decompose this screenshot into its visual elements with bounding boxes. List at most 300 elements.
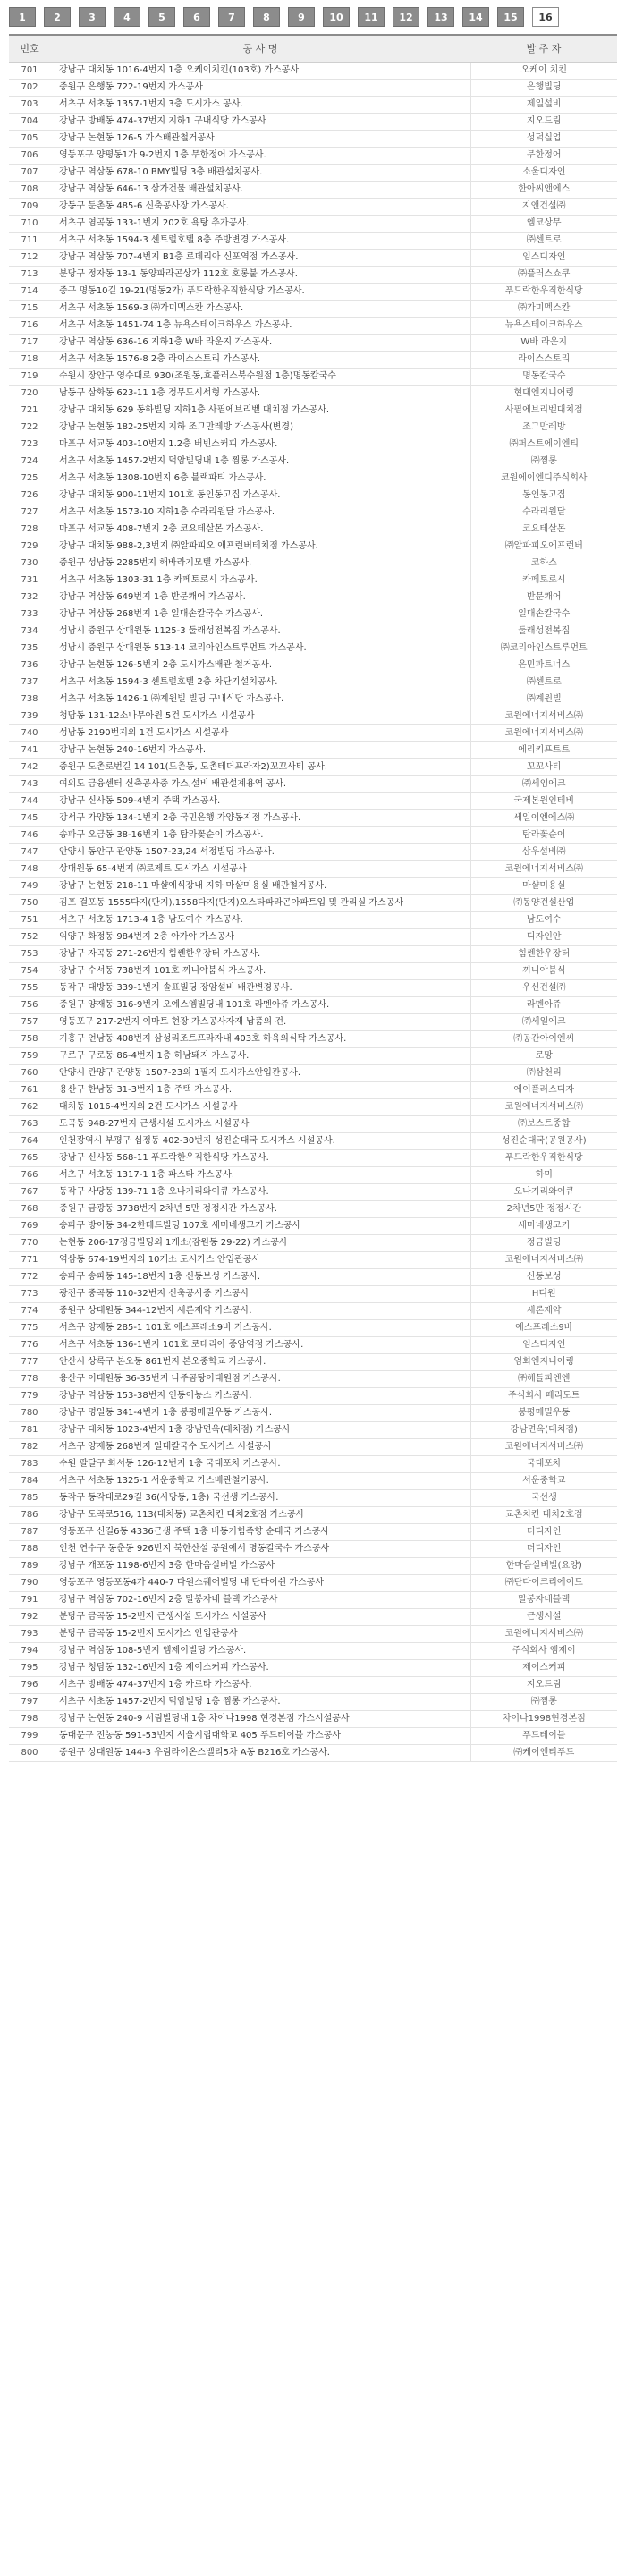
project-name-link[interactable]: 마포구 서교동 408-7번지 2층 코요테살몬 가스공사. bbox=[59, 523, 264, 534]
row-number: 788 bbox=[9, 1540, 50, 1557]
project-name-link[interactable]: 인천 연수구 동춘동 926번지 북한산설 공원에서 명동칼국수 가스공사 bbox=[59, 1543, 330, 1554]
project-name-link[interactable]: 중구 명동10길 19-21(명동2가) 푸드락한우직한식당 가스공사. bbox=[59, 285, 305, 296]
project-name-link[interactable]: 서초구 서초동 1308-10번지 6층 블랙파티 가스공사. bbox=[59, 472, 266, 483]
project-name-link[interactable]: 송파구 방이동 34-2한테드빌딩 107호 세미네생고기 가스공사 bbox=[59, 1220, 301, 1231]
project-name-link[interactable]: 중원구 양재동 316-9번지 오예스엠빌딩내 101호 라멘아쥬 가스공사. bbox=[59, 999, 330, 1010]
row-project-name-cell bbox=[50, 894, 470, 911]
project-name-link[interactable]: 강남구 자곡동 271-26번지 힘쎈한우장터 가스공사. bbox=[59, 948, 261, 959]
row-client: W바 라운지 bbox=[470, 334, 617, 351]
project-name-link[interactable]: 강남구 신사동 568-11 푸드락한우직한식당 가스공사. bbox=[59, 1152, 269, 1163]
project-name-link[interactable]: 중원구 상대원동 144-3 우림라이온스밸리5차 A동 B216호 가스공사. bbox=[59, 1747, 330, 1758]
project-name-link[interactable]: 영등포구 217-2번지 이마트 현장 가스공사자재 납품의 건. bbox=[59, 1016, 287, 1027]
project-name-link[interactable]: 강남구 대치동 1023-4번지 1층 강남면옥(대치점) 가스공사 bbox=[59, 1424, 291, 1435]
project-name-link[interactable]: 논현동 206-17정금빌딩외 1개소(잠원동 29-22) 가스공사 bbox=[59, 1237, 288, 1248]
project-name-link[interactable]: 강남구 역삼동 153-38번지 인동이농스 가스공사. bbox=[59, 1390, 252, 1401]
project-name-link[interactable]: 서초구 서초동 1576-8 2층 라이스스토리 가스공사. bbox=[59, 353, 261, 364]
page-button-4[interactable]: 4 bbox=[114, 7, 140, 27]
project-name-link[interactable]: 강남구 논현동 240-9 서림빌딩내 1층 차이나1998 현경본점 가스시설공사 bbox=[59, 1713, 350, 1724]
table-row bbox=[9, 1166, 617, 1183]
project-name-link[interactable]: 강남구 수서동 738번지 101호 끼니야붐식 가스공사. bbox=[59, 965, 266, 976]
row-client: 일대손칼국수 bbox=[470, 606, 617, 623]
project-name-link[interactable]: 강남구 도곡로516, 113(대치동) 교촌치킨 대치2호점 가스공사 bbox=[59, 1509, 305, 1520]
project-name-link[interactable]: 강남구 명일동 341-4번지 1층 봉평메밀우동 가스공사. bbox=[59, 1407, 273, 1418]
row-number: 733 bbox=[9, 606, 50, 623]
project-name-link[interactable]: 영등포구 영등포동4가 440-7 다원스퀘어빌딩 내 단다이쉰 가스공사 bbox=[59, 1577, 324, 1588]
row-client: ㈜코리아인스트루먼트 bbox=[470, 640, 617, 657]
project-name-link[interactable]: 수원 팔달구 화서동 126-12번지 1층 국대포차 가스공사. bbox=[59, 1458, 281, 1469]
row-project-name-cell bbox=[50, 1404, 470, 1421]
table-row bbox=[9, 487, 617, 504]
row-client: 지오드림 bbox=[470, 1676, 617, 1693]
row-number: 717 bbox=[9, 334, 50, 351]
project-name-link[interactable]: 강남구 역삼동 646-13 삼가건물 배관설치공사. bbox=[59, 183, 243, 194]
project-name-link[interactable]: 용산구 한남동 31-3번지 1층 주택 가스공사. bbox=[59, 1084, 233, 1095]
project-name-link[interactable]: 청담동 131-12소나무아원 5건 도시가스 시설공사 bbox=[59, 710, 255, 721]
page-button-1[interactable]: 1 bbox=[9, 7, 36, 27]
table-header bbox=[9, 35, 617, 62]
project-name-link[interactable]: 구로구 구로동 86-4번지 1층 하남돼지 가스공사. bbox=[59, 1050, 250, 1061]
row-client: 국선생 bbox=[470, 1489, 617, 1506]
table-row bbox=[9, 1642, 617, 1659]
project-name-link[interactable]: 분당구 금곡동 15-2번지 근생시설 도시가스 시설공사 bbox=[59, 1611, 266, 1622]
project-name-link[interactable]: 송파구 오금동 38-16번지 1층 탐라꽃순이 가스공사. bbox=[59, 829, 264, 840]
row-project-name-cell bbox=[50, 1030, 470, 1047]
row-number: 767 bbox=[9, 1183, 50, 1200]
project-name-link[interactable]: 안양시 동안구 관양동 1507-23,24 서정빌딩 가스공사. bbox=[59, 846, 275, 857]
page-button-10[interactable]: 10 bbox=[323, 7, 350, 27]
row-number: 728 bbox=[9, 521, 50, 538]
project-name-link[interactable]: 서초구 서초동 1357-1번지 3층 도시가스 공사. bbox=[59, 98, 243, 109]
row-client: 강남면옥(대치점) bbox=[470, 1421, 617, 1438]
project-name-link[interactable]: 강남구 논현동 240-16번지 가스공사. bbox=[59, 744, 207, 755]
row-number: 741 bbox=[9, 741, 50, 758]
project-name-link[interactable]: 역삼동 674-19번지외 10개소 도시가스 안입관공사 bbox=[59, 1254, 261, 1265]
project-name-link[interactable]: 익양구 화정동 984번지 2층 아가야 가스공사 bbox=[59, 931, 234, 942]
row-client: 2차년5만 정정시간 bbox=[470, 1200, 617, 1217]
row-client: 신동보성 bbox=[470, 1268, 617, 1285]
project-name-link[interactable]: 강동구 둔촌동 485-6 신축공사장 가스공사. bbox=[59, 200, 229, 211]
row-number: 744 bbox=[9, 792, 50, 809]
project-name-link[interactable]: 서초구 서초동 1713-4 1층 남도여수 가스공사. bbox=[59, 914, 243, 925]
project-name-link[interactable]: 강남구 방배동 474-37번지 지하1 구내식당 가스공사 bbox=[59, 115, 266, 126]
pagination bbox=[0, 0, 626, 34]
row-number: 775 bbox=[9, 1319, 50, 1336]
page-button-12[interactable]: 12 bbox=[393, 7, 419, 27]
row-project-name-cell bbox=[50, 1285, 470, 1302]
page-button-14[interactable]: 14 bbox=[462, 7, 489, 27]
row-client: 새론제약 bbox=[470, 1302, 617, 1319]
project-name-link[interactable]: 강남구 대치동 629 동하빌딩 지하1층 사필에브리벨 대치점 가스공사. bbox=[59, 404, 330, 415]
project-name-link[interactable]: 강남구 역삼동 108-5번지 엠제이빌딩 가스공사. bbox=[59, 1645, 247, 1656]
table-row bbox=[9, 470, 617, 487]
project-name-link[interactable]: 동작구 사당동 139-71 1층 오나기리와이큐 가스공사. bbox=[59, 1186, 269, 1197]
table-row bbox=[9, 130, 617, 147]
row-client: 제이스커피 bbox=[470, 1659, 617, 1676]
table-row bbox=[9, 674, 617, 691]
row-project-name-cell bbox=[50, 1421, 470, 1438]
project-name-link[interactable]: 서초구 서초동 1594-3 센트럴호텔 8층 주방변경 가스공사. bbox=[59, 234, 290, 245]
project-name-link[interactable]: 중원구 상대원동 344-12번지 새론제약 가스공사. bbox=[59, 1305, 252, 1316]
row-number: 783 bbox=[9, 1455, 50, 1472]
project-name-link[interactable]: 안산시 상록구 본오동 861번지 본오중학교 가스공사. bbox=[59, 1356, 266, 1367]
row-project-name-cell bbox=[50, 928, 470, 945]
row-project-name-cell bbox=[50, 606, 470, 623]
row-project-name-cell bbox=[50, 334, 470, 351]
row-project-name-cell bbox=[50, 877, 470, 894]
project-name-link[interactable]: 수원시 장안구 영수대로 930(조원동,효플러스북수원점 1층)명동칼국수 bbox=[59, 370, 336, 381]
row-number: 768 bbox=[9, 1200, 50, 1217]
header-number: 번호 bbox=[9, 35, 50, 62]
table-row bbox=[9, 1387, 617, 1404]
row-project-name-cell bbox=[50, 1591, 470, 1608]
page-button-11[interactable]: 11 bbox=[358, 7, 385, 27]
row-number: 735 bbox=[9, 640, 50, 657]
project-name-link[interactable]: 강남구 역삼동 649번지 1층 반문쾌어 가스공사. bbox=[59, 591, 246, 602]
project-name-link[interactable]: 강서구 가양동 134-1번지 2층 국민은행 가양동지점 가스공사. bbox=[59, 812, 301, 823]
table-row bbox=[9, 1472, 617, 1489]
row-client: 교촌치킨 대치2호점 bbox=[470, 1506, 617, 1523]
project-name-link[interactable]: 강남구 청담동 132-16번지 1층 제이스커피 가스공사. bbox=[59, 1662, 269, 1673]
project-name-link[interactable]: 서초구 서초동 1303-31 1층 카페토로시 가스공사. bbox=[59, 574, 258, 585]
row-client: 지앤건설㈜ bbox=[470, 198, 617, 215]
project-name-link[interactable]: 분당구 금곡동 15-2번지 도시가스 안입관공사 bbox=[59, 1628, 238, 1639]
project-name-link[interactable]: 강남구 대치동 988-2,3번지 ㈜알파피오 애프런버테치점 가스공사. bbox=[59, 540, 318, 551]
project-name-link[interactable]: 서초구 양재동 285-1 101호 에스프레소9바 가스공사. bbox=[59, 1322, 272, 1333]
row-client: ㈜동양건설산업 bbox=[470, 894, 617, 911]
row-number: 726 bbox=[9, 487, 50, 504]
project-name-link[interactable]: 상대원동 65-4번지 ㈜로제트 도시가스 시설공사 bbox=[59, 863, 247, 874]
row-project-name-cell bbox=[50, 130, 470, 147]
project-name-link[interactable]: 서초구 서초동 1457-2번지 덕암빌딩내 1층 찜롱 가스공사. bbox=[59, 455, 290, 466]
table-row bbox=[9, 606, 617, 623]
table-row bbox=[9, 572, 617, 589]
row-number: 778 bbox=[9, 1370, 50, 1387]
row-number: 704 bbox=[9, 113, 50, 130]
table-row bbox=[9, 1557, 617, 1574]
row-number: 707 bbox=[9, 164, 50, 181]
row-project-name-cell bbox=[50, 1064, 470, 1081]
row-client: 현대엔지니어링 bbox=[470, 385, 617, 402]
row-project-name-cell bbox=[50, 792, 470, 809]
row-number: 786 bbox=[9, 1506, 50, 1523]
project-name-link[interactable]: 강남구 개포동 1198-6번지 3층 한마음실버빌 가스공사 bbox=[59, 1560, 275, 1571]
project-name-link[interactable]: 중원구 도촌로번길 14 101(도촌동, 도촌테더프라자2)꼬꼬사티 공사. bbox=[59, 761, 328, 772]
table-row bbox=[9, 1285, 617, 1302]
table-row bbox=[9, 1234, 617, 1251]
project-name-link[interactable]: 마포구 서교동 403-10번지 1.2층 버빈스커피 가스공사. bbox=[59, 438, 278, 449]
table-row bbox=[9, 1013, 617, 1030]
row-project-name-cell bbox=[50, 1319, 470, 1336]
project-name-link[interactable]: 강남구 역삼동 707-4번지 B1층 로데리아 신포역점 가스공사. bbox=[59, 251, 299, 262]
project-name-link[interactable]: 동작구 대방동 339-1번지 솔표빌딩 장암설비 배관변경공사. bbox=[59, 982, 292, 993]
row-number: 713 bbox=[9, 266, 50, 283]
row-project-name-cell bbox=[50, 1744, 470, 1761]
table-row bbox=[9, 1217, 617, 1234]
row-client: 코원에너지서비스㈜ bbox=[470, 1625, 617, 1642]
row-project-name-cell bbox=[50, 657, 470, 674]
row-project-name-cell bbox=[50, 1183, 470, 1200]
row-project-name-cell bbox=[50, 317, 470, 334]
row-project-name-cell bbox=[50, 79, 470, 96]
table-row bbox=[9, 521, 617, 538]
page-button-7[interactable]: 7 bbox=[218, 7, 245, 27]
table-row bbox=[9, 436, 617, 453]
row-client: 힘쎈한우장터 bbox=[470, 945, 617, 962]
row-project-name-cell bbox=[50, 996, 470, 1013]
project-name-link[interactable]: 남동구 삼화동 623-11 1층 정무도시서형 가스공사. bbox=[59, 387, 261, 398]
project-name-link[interactable]: 서초구 방배동 474-37번지 1층 카르타 가스공사. bbox=[59, 1679, 252, 1690]
row-number: 708 bbox=[9, 181, 50, 198]
row-client: 남도여수 bbox=[470, 911, 617, 928]
table-row bbox=[9, 775, 617, 792]
project-name-link[interactable]: 동작구 동작대로29길 36(사당동, 1층) 국선생 가스공사. bbox=[59, 1492, 279, 1503]
project-name-link[interactable]: 인천광역시 부평구 십정동 402-30번지 성진순대국 도시가스 시설공사. bbox=[59, 1135, 335, 1146]
project-name-link[interactable]: 서초구 서초동 1317-1 1층 파스타 가스공사. bbox=[59, 1169, 235, 1180]
table-row bbox=[9, 402, 617, 419]
row-number: 740 bbox=[9, 724, 50, 741]
project-name-link[interactable]: 서초구 서초동 1573-10 지하1층 수라리원달 가스공사. bbox=[59, 506, 275, 517]
project-name-link[interactable]: 송파구 송파동 145-18번지 1층 신동보성 가스공사. bbox=[59, 1271, 261, 1282]
row-number: 719 bbox=[9, 368, 50, 385]
project-name-link[interactable]: 서초구 양재동 268번지 일대칼국수 도시가스 시설공사 bbox=[59, 1441, 272, 1452]
project-name-link[interactable]: 서초구 서초동 1457-2번지 덕암빌딩 1층 찜롱 가스공사. bbox=[59, 1696, 281, 1707]
row-client: ㈜공간아이엔씨 bbox=[470, 1030, 617, 1047]
page-button-8[interactable]: 8 bbox=[253, 7, 280, 27]
project-name-link[interactable]: 강남구 논현동 182-25번지 지하 조그만레방 가스공사(변경) bbox=[59, 421, 293, 432]
row-client: 코원에너지서비스㈜ bbox=[470, 724, 617, 741]
row-number: 723 bbox=[9, 436, 50, 453]
row-project-name-cell bbox=[50, 249, 470, 266]
row-client: 에이플러스디자 bbox=[470, 1081, 617, 1098]
project-name-link[interactable]: 서초구 서초동 136-1번지 101호 로데리아 종암역점 가스공사. bbox=[59, 1339, 304, 1350]
row-client: 둘래성전복집 bbox=[470, 623, 617, 640]
table-row bbox=[9, 181, 617, 198]
page-button-9[interactable]: 9 bbox=[288, 7, 315, 27]
project-name-link[interactable]: 강남구 역삼동 268번지 1층 일대손칼국수 가스공사. bbox=[59, 608, 264, 619]
row-number: 764 bbox=[9, 1132, 50, 1149]
table-row bbox=[9, 1319, 617, 1336]
row-project-name-cell bbox=[50, 1336, 470, 1353]
row-project-name-cell bbox=[50, 1557, 470, 1574]
table-row bbox=[9, 945, 617, 962]
row-number: 706 bbox=[9, 147, 50, 164]
row-project-name-cell bbox=[50, 1370, 470, 1387]
row-project-name-cell bbox=[50, 1081, 470, 1098]
row-client: 한아씨앤에스 bbox=[470, 181, 617, 198]
project-name-link[interactable]: 중원구 성남동 2285번지 해바라기모텔 가스공사. bbox=[59, 557, 252, 568]
table-row bbox=[9, 1183, 617, 1200]
table-row bbox=[9, 1625, 617, 1642]
row-number: 781 bbox=[9, 1421, 50, 1438]
project-name-link[interactable]: 강남구 대치동 900-11번지 101호 동인동고집 가스공사. bbox=[59, 489, 281, 500]
table-row bbox=[9, 792, 617, 809]
project-name-link[interactable]: 중원구 금광동 3738번지 2차년 5만 정정시간 가스공사. bbox=[59, 1203, 277, 1214]
project-name-link[interactable]: 안양시 관양구 관양동 1507-23외 1필지 도시가스안입관공사. bbox=[59, 1067, 301, 1078]
project-name-link[interactable]: 기흥구 언남동 408번지 삼성리조트프라자내 403호 하욕의식탁 가스공사. bbox=[59, 1033, 347, 1044]
row-number: 702 bbox=[9, 79, 50, 96]
row-project-name-cell bbox=[50, 487, 470, 504]
table-row bbox=[9, 1438, 617, 1455]
page-button-6[interactable]: 6 bbox=[183, 7, 210, 27]
row-project-name-cell bbox=[50, 1727, 470, 1744]
row-number: 715 bbox=[9, 300, 50, 317]
row-project-name-cell bbox=[50, 640, 470, 657]
project-name-link[interactable]: 강남구 역삼동 636-16 지하1층 W바 라운지 가스공사. bbox=[59, 336, 273, 347]
project-name-link[interactable]: 서초구 염곡동 133-1번지 202호 욕탕 추가공사. bbox=[59, 217, 250, 228]
table-row bbox=[9, 1608, 617, 1625]
row-client: 국제본원인테비 bbox=[470, 792, 617, 809]
row-number: 716 bbox=[9, 317, 50, 334]
row-number: 746 bbox=[9, 826, 50, 843]
row-client: 동인동고집 bbox=[470, 487, 617, 504]
row-project-name-cell bbox=[50, 215, 470, 232]
table-row bbox=[9, 911, 617, 928]
row-client: ㈜플러스쇼쿠 bbox=[470, 266, 617, 283]
row-number: 797 bbox=[9, 1693, 50, 1710]
table-row bbox=[9, 368, 617, 385]
project-name-link[interactable]: 강남구 논현동 126-5 가스배관철거공사. bbox=[59, 132, 218, 143]
row-project-name-cell bbox=[50, 1149, 470, 1166]
project-name-link[interactable]: 용산구 이태원동 36-35번지 나주곰탕이태원점 가스공사. bbox=[59, 1373, 281, 1384]
row-project-name-cell bbox=[50, 164, 470, 181]
row-number: 771 bbox=[9, 1251, 50, 1268]
row-client: 오나기리와이큐 bbox=[470, 1183, 617, 1200]
project-name-link[interactable]: 성남동 2190번지외 1건 도시가스 시설공사 bbox=[59, 727, 229, 738]
row-project-name-cell bbox=[50, 1098, 470, 1115]
row-client: 세미네생고기 bbox=[470, 1217, 617, 1234]
header-project-name: 공 사 명 bbox=[50, 35, 470, 62]
table-row bbox=[9, 1676, 617, 1693]
project-name-link[interactable]: 강남구 역삼동 702-16번지 2층 말봉자네 블랙 가스공사 bbox=[59, 1594, 278, 1605]
project-name-link[interactable]: 동대문구 전농동 591-53번지 서울시립대학교 405 푸드테이블 가스공사 bbox=[59, 1730, 342, 1741]
row-number: 731 bbox=[9, 572, 50, 589]
row-number: 753 bbox=[9, 945, 50, 962]
project-name-link[interactable]: 서초구 서초동 1451-74 1층 뉴욕스테이크하우스 가스공사. bbox=[59, 319, 292, 330]
row-client: ㈜찜롱 bbox=[470, 1693, 617, 1710]
row-client: 주식회사 페리도트 bbox=[470, 1387, 617, 1404]
page-button-16[interactable]: 16 bbox=[532, 7, 559, 27]
row-number: 752 bbox=[9, 928, 50, 945]
project-name-link[interactable]: 광진구 중곡동 110-32번지 신축공사중 가스공사 bbox=[59, 1288, 250, 1299]
project-name-link[interactable]: 영등포구 신길6동 4336근생 주택 1층 비동기힘족향 순대국 가스공사 bbox=[59, 1526, 329, 1537]
row-project-name-cell bbox=[50, 1200, 470, 1217]
row-number: 776 bbox=[9, 1336, 50, 1353]
project-name-link[interactable]: 강남구 논현동 218-11 마샬에식장내 지하 마샬미용실 배관철거공사. bbox=[59, 880, 327, 891]
row-project-name-cell bbox=[50, 300, 470, 317]
row-number: 724 bbox=[9, 453, 50, 470]
table-row bbox=[9, 283, 617, 300]
row-client: 사필에브리벨대치점 bbox=[470, 402, 617, 419]
project-name-link[interactable]: 강남구 대치동 1016-4번지 1층 오케이치킨(103호) 가스공사 bbox=[59, 64, 300, 75]
project-name-link[interactable]: 대치동 1016-4번지외 2건 도시가스 시설공사 bbox=[59, 1101, 238, 1112]
row-project-name-cell bbox=[50, 470, 470, 487]
row-client: 주식회사 엠제이 bbox=[470, 1642, 617, 1659]
row-number: 763 bbox=[9, 1115, 50, 1132]
row-client: ㈜찜롱 bbox=[470, 453, 617, 470]
row-project-name-cell bbox=[50, 1217, 470, 1234]
table-row bbox=[9, 1200, 617, 1217]
row-number: 798 bbox=[9, 1710, 50, 1727]
project-name-link[interactable]: 서초구 서초동 1426-1 ㈜계원빌 빌딩 구내식당 가스공사. bbox=[59, 693, 284, 704]
row-project-name-cell bbox=[50, 1676, 470, 1693]
project-name-link[interactable]: 여의도 금융센터 신축공사중 가스,설비 배관설계용역 공사. bbox=[59, 778, 287, 789]
table-row bbox=[9, 741, 617, 758]
project-name-link[interactable]: 강남구 역삼동 678-10 BMY빌딩 3층 배관설치공사. bbox=[59, 166, 263, 177]
table-row bbox=[9, 96, 617, 113]
row-project-name-cell bbox=[50, 860, 470, 877]
row-client: ㈜센트로 bbox=[470, 674, 617, 691]
project-name-link[interactable]: 서초구 서초동 1594-3 센트럴호텔 2층 차단기설치공사. bbox=[59, 676, 278, 687]
row-project-name-cell bbox=[50, 1387, 470, 1404]
row-number: 787 bbox=[9, 1523, 50, 1540]
row-client: 조그만레방 bbox=[470, 419, 617, 436]
row-number: 800 bbox=[9, 1744, 50, 1761]
table-row bbox=[9, 62, 617, 79]
project-name-link[interactable]: 강남구 신사동 509-4번지 주택 가스공사. bbox=[59, 795, 221, 806]
project-name-link[interactable]: 성남시 중원구 상대원동 513-14 코리아인스트루먼트 가스공사. bbox=[59, 642, 307, 653]
project-name-link[interactable]: 도곡동 948-27번지 근생시설 도시가스 시설공사 bbox=[59, 1118, 250, 1129]
row-number: 769 bbox=[9, 1217, 50, 1234]
row-project-name-cell bbox=[50, 232, 470, 249]
row-client: 명동칼국수 bbox=[470, 368, 617, 385]
page-button-3[interactable]: 3 bbox=[79, 7, 106, 27]
project-name-link[interactable]: 김포 걸포동 1555다지(단지),1558다지(단지)오스타파라곤아파트입 및 관리실 가스공사 bbox=[59, 897, 404, 908]
row-project-name-cell bbox=[50, 1166, 470, 1183]
row-number: 793 bbox=[9, 1625, 50, 1642]
row-number: 761 bbox=[9, 1081, 50, 1098]
project-name-link[interactable]: 강남구 논현동 126-5번지 2층 도시가스배관 철거공사. bbox=[59, 659, 273, 670]
row-client: 코원에너지서비스㈜ bbox=[470, 1438, 617, 1455]
table-row bbox=[9, 979, 617, 996]
row-project-name-cell bbox=[50, 419, 470, 436]
row-client: 성덕실업 bbox=[470, 130, 617, 147]
row-project-name-cell bbox=[50, 1608, 470, 1625]
row-project-name-cell bbox=[50, 962, 470, 979]
row-client: ㈜알파피오에프런버 bbox=[470, 538, 617, 555]
table-row bbox=[9, 419, 617, 436]
row-project-name-cell bbox=[50, 1642, 470, 1659]
row-number: 782 bbox=[9, 1438, 50, 1455]
table-row bbox=[9, 1540, 617, 1557]
table-row bbox=[9, 1591, 617, 1608]
project-name-link[interactable]: 중원구 은행동 722-19번지 가스공사 bbox=[59, 81, 203, 92]
row-project-name-cell bbox=[50, 572, 470, 589]
row-number: 756 bbox=[9, 996, 50, 1013]
table-row bbox=[9, 1047, 617, 1064]
row-project-name-cell bbox=[50, 1268, 470, 1285]
row-number: 705 bbox=[9, 130, 50, 147]
table-row bbox=[9, 453, 617, 470]
project-name-link[interactable]: 분당구 정자동 13-1 동양파라곤상가 112호 호롱불 가스공사. bbox=[59, 268, 298, 279]
page-button-5[interactable]: 5 bbox=[148, 7, 175, 27]
row-project-name-cell bbox=[50, 911, 470, 928]
project-name-link[interactable]: 서초구 서초동 1569-3 ㈜가미멕스칸 가스공사. bbox=[59, 302, 244, 313]
table-row bbox=[9, 1115, 617, 1132]
page-button-13[interactable]: 13 bbox=[427, 7, 454, 27]
project-name-link[interactable]: 영등포구 양평동1가 9-2번지 1층 무한정어 가스공사. bbox=[59, 149, 266, 160]
row-project-name-cell bbox=[50, 758, 470, 775]
page-button-15[interactable]: 15 bbox=[497, 7, 524, 27]
row-number: 729 bbox=[9, 538, 50, 555]
table-row bbox=[9, 334, 617, 351]
row-number: 709 bbox=[9, 198, 50, 215]
row-client: 국대포차 bbox=[470, 1455, 617, 1472]
page-button-2[interactable]: 2 bbox=[44, 7, 71, 27]
project-name-link[interactable]: 서초구 서초동 1325-1 서운중학교 가스배관철거공사. bbox=[59, 1475, 269, 1486]
row-project-name-cell bbox=[50, 1132, 470, 1149]
row-client: 무한정어 bbox=[470, 147, 617, 164]
project-name-link[interactable]: 성남시 중원구 상대원동 1125-3 둘래성전복집 가스공사. bbox=[59, 625, 281, 636]
